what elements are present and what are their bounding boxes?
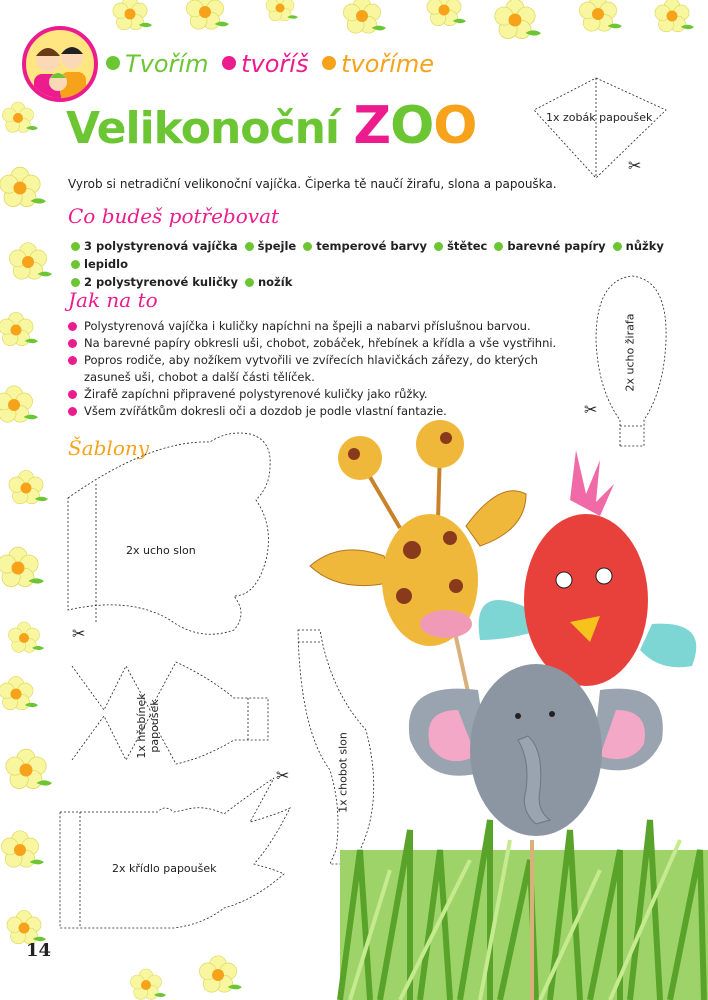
title-main: Velikonoční [66, 103, 340, 154]
bullet-icon [245, 278, 254, 287]
need-item: lepidlo [84, 257, 128, 271]
need-item: barevné papíry [507, 239, 606, 253]
template-comb-outline [64, 656, 274, 766]
easter-animals-photo [300, 410, 708, 1000]
label-hrebinek-line1: 1x hřebínek [135, 693, 148, 759]
bullet-icon [434, 242, 443, 251]
title-letter-o1: O [390, 96, 434, 156]
label-hrebinek [135, 686, 161, 766]
need-item: 3 polystyrenová vajíčka [84, 239, 238, 253]
grass-illustration [340, 820, 708, 1000]
scissors-icon: ✂ [276, 766, 290, 785]
step-item: Popros rodiče, aby nožíkem vytvořili ve zvířecích hlavičkách zářezy, do kterých zasuneš uši, chobot a další části tělíček. [66, 352, 586, 386]
need-item: štětec [447, 239, 488, 253]
header-tagline [100, 50, 434, 78]
scissors-icon: ✂ [584, 400, 598, 419]
needs-list [68, 237, 668, 291]
bullet-icon [613, 242, 622, 251]
label-chobot: 1x chobot slon [336, 732, 350, 813]
bullet-icon [71, 278, 80, 287]
pink-dot [222, 56, 236, 70]
scissors-icon: ✂ [628, 156, 642, 175]
bullet-icon [494, 242, 503, 251]
need-item: nožík [257, 275, 293, 289]
section-heading-templates: Šablony [68, 436, 150, 460]
need-item: špejle [257, 239, 297, 253]
steps-list [66, 318, 586, 420]
bullet-icon [303, 242, 312, 251]
label-ucho-zirafa: 2x ucho žirafa [623, 313, 637, 392]
orange-dot [322, 56, 336, 70]
title-letter-o2: O [433, 96, 477, 156]
label-ucho-slon: 2x ucho slon [126, 544, 196, 557]
template-elephant-ear-outline [60, 426, 282, 638]
need-item: temperové barvy [316, 239, 428, 253]
kids-logo-avatar [22, 26, 98, 102]
label-hrebinek-line2: papoušek [148, 699, 161, 753]
parrot-egg [479, 450, 697, 686]
section-heading-howto: Jak na to [68, 288, 158, 312]
bullet-icon [245, 242, 254, 251]
tagline-word-3: tvoříme [341, 50, 435, 78]
bullet-icon [71, 242, 80, 251]
green-dot [106, 56, 120, 70]
intro-text: Vyrob si netradiční velikonoční vajíčka. Čiperka tě naučí žirafu, slona a papouška. [68, 177, 557, 191]
need-item: nůžky [625, 239, 664, 253]
step-item: Polystyrenová vajíčka i kuličky napíchni na špejli a nabarvi příslušnou barvou. [66, 318, 586, 335]
scissors-icon: ✂ [72, 624, 86, 643]
bullet-icon [71, 260, 80, 269]
label-zobak: 1x zobák papoušek [546, 111, 653, 124]
template-wing-outline [54, 774, 294, 938]
tagline-word-1: Tvořím [125, 50, 209, 78]
step-item: Všem zvířátkům dokresli oči a dozdob je podle vlastní fantazie. [66, 403, 586, 420]
children-illustration-icon [26, 30, 94, 98]
need-item: 2 polystyrenové kuličky [84, 275, 238, 289]
label-kridlo: 2x křídlo papoušek [112, 862, 217, 875]
template-beak-outline [530, 74, 670, 184]
step-item: Žirafě zapíchni připravené polystyrenové kuličky jako růžky. [66, 386, 586, 403]
page-title [66, 96, 477, 156]
page-number: 14 [26, 940, 52, 961]
elephant-egg [409, 664, 663, 836]
tagline-word-2: tvoříš [241, 50, 309, 78]
section-heading-needs: Co budeš potřebovat [68, 204, 280, 228]
step-item: Na barevné papíry obkresli uši, chobot, zobáček, hřebínek a křídla a vše vystřihni. [66, 335, 586, 352]
title-letter-z: Z [353, 96, 391, 156]
